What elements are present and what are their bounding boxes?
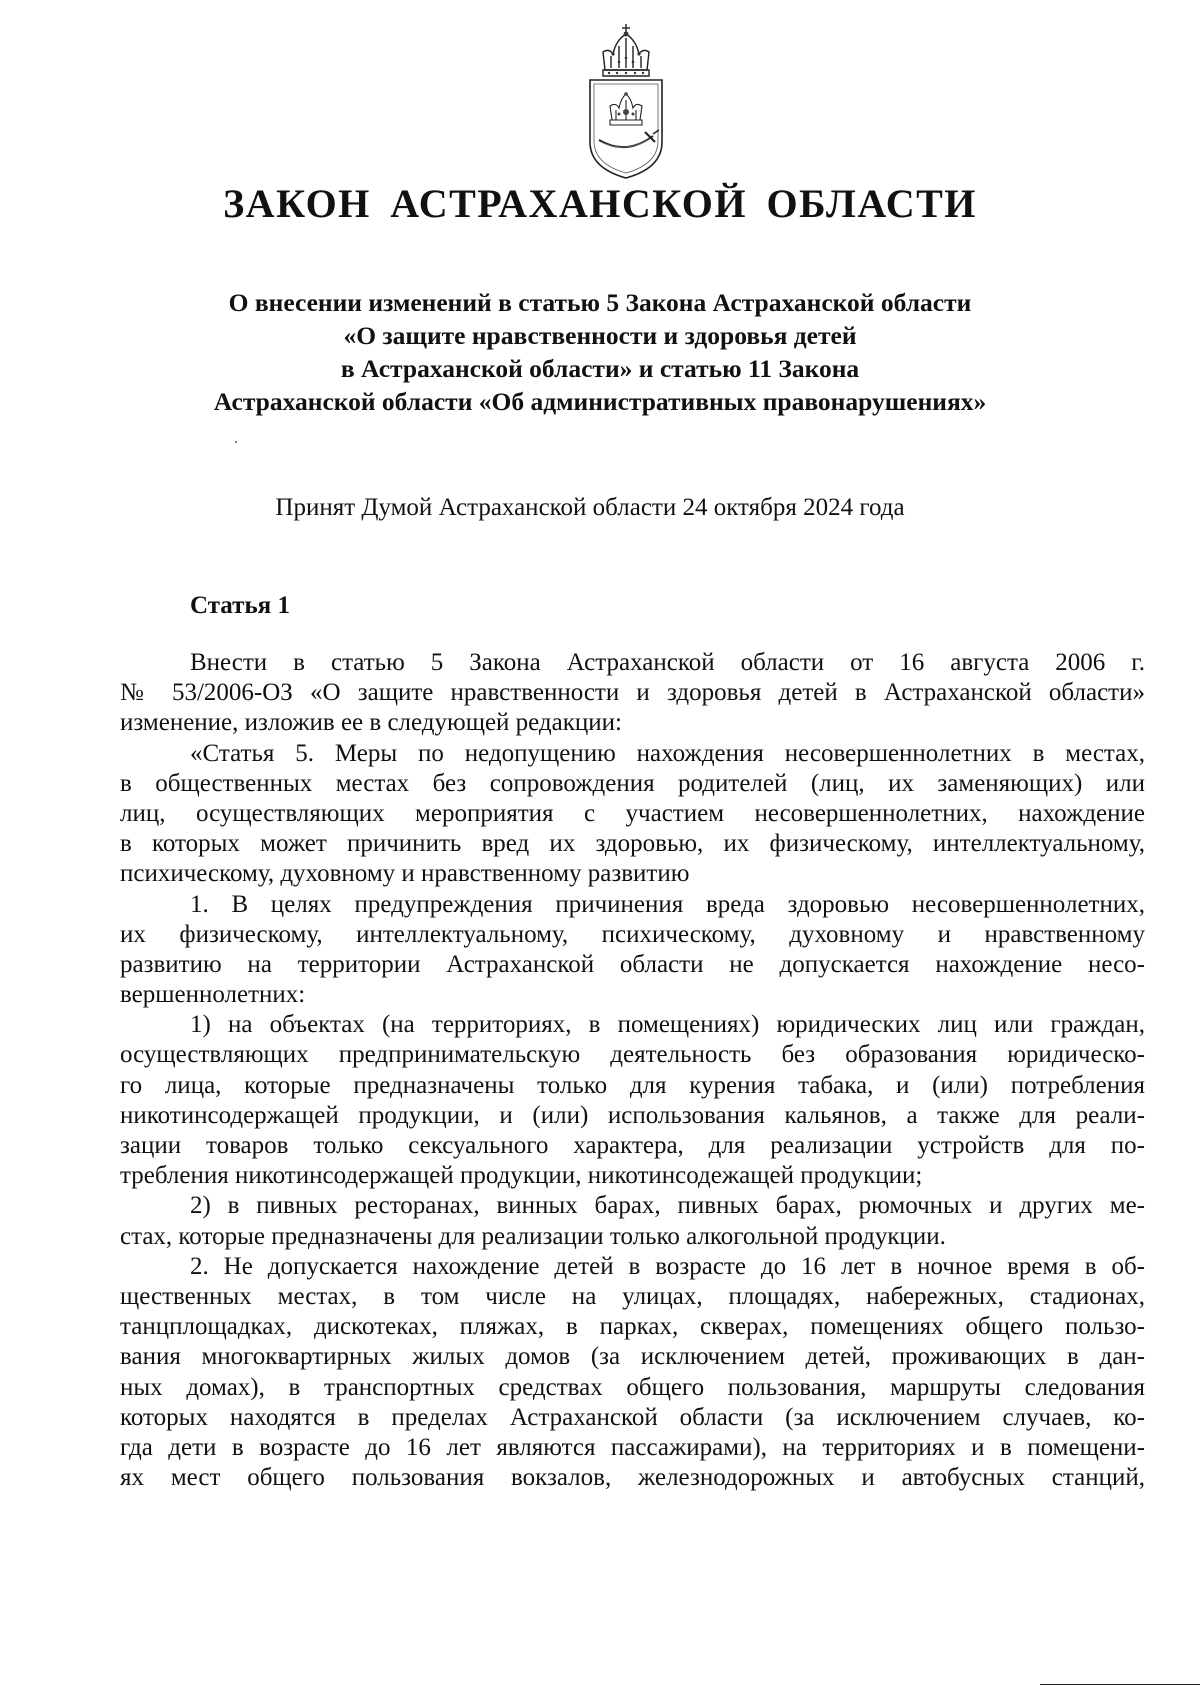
text-line: в которых может причинить вред их здоровью, их физическому, интеллектуальному, <box>120 830 1145 858</box>
text-line: ных домах), в транспортных средствах общего пользования, маршруты следования <box>120 1373 1145 1401</box>
text-line: которых находятся в пределах Астраханской области (за исключением случаев, ко- <box>120 1403 1145 1431</box>
text-line: вания многоквартирных жилых домов (за исключением детей, проживающих в дан- <box>120 1343 1145 1371</box>
text-line: № 53/2006-ОЗ «О защите нравственности и здоровья детей в Астраханской области» <box>120 679 1145 707</box>
scan-speck <box>235 441 237 443</box>
text-line: ях мест общего пользования вокзалов, железнодорожных и автобусных станций, <box>120 1464 1145 1492</box>
text-line: осуществляющих предпринимательскую деятельность без образования юридическо- <box>120 1041 1145 1069</box>
subject-line: «О защите нравственности и здоровья детей <box>343 321 857 350</box>
astrakhan-coat-of-arms-icon <box>583 22 669 180</box>
text-line: танцплощадках, дискотеках, пляжах, в парках, скверах, помещениях общего пользо- <box>120 1313 1145 1341</box>
text-line: гда дети в возрасте до 16 лет являются пассажирами), на территориях и в помещени- <box>120 1433 1145 1461</box>
text-line: их физическому, интеллектуальному, психическому, духовному и нравственному <box>120 920 1145 948</box>
text-line: никотинсодержащей продукции, и (или) использования кальянов, а также для реали- <box>120 1101 1145 1129</box>
text-line: 2. Не допускается нахождение детей в возрасте до 16 лет в ночное время в об- <box>190 1252 1145 1280</box>
text-line: го лица, которые предназначены только для курения табака, и (или) потребления <box>120 1071 1145 1099</box>
text-line: требления никотинсодержащей продукции, никотинсодежащей продукции; <box>120 1162 923 1190</box>
text-line: лиц, осуществляющих мероприятия с участием несовершеннолетних, нахождение <box>120 799 1145 827</box>
text-line: «Статья 5. Меры по недопущению нахождения несовершеннолетних в местах, <box>190 739 1145 767</box>
text-line: развитию на территории Астраханской области не допускается нахождение несо- <box>120 950 1145 978</box>
subject-line: Астраханской области «Об административных правонарушениях» <box>213 387 987 416</box>
article-body <box>120 648 1145 1493</box>
text-line: 1. В целях предупреждения причинения вреда здоровью несовершеннолетних, <box>190 890 1145 918</box>
text-line: в общественных местах без сопровождения родителей (лиц, их заменяющих) или <box>120 769 1145 797</box>
adoption-statement: Принят Думой Астраханской области 24 октября 2024 года <box>275 494 905 521</box>
article-heading: Статья 1 <box>190 592 290 619</box>
text-line: Внести в статью 5 Закона Астраханской области от 16 августа 2006 г. <box>190 649 1145 676</box>
text-line: стах, которые предназначены для реализации только алкогольной продукции. <box>120 1222 946 1250</box>
text-line: изменение, изложив ее в следующей редакции: <box>120 709 622 737</box>
document-title: ЗАКОН АСТРАХАНСКОЙ ОБЛАСТИ <box>223 181 977 226</box>
page-footer-rule <box>1040 1684 1200 1685</box>
text-line: 2) в пивных ресторанах, винных барах, пивных барах, рюмочных и других ме- <box>190 1192 1145 1220</box>
text-line: 1) на объектах (на территориях, в помещениях) юридических лиц или граждан, <box>190 1011 1145 1039</box>
subject-line: в Астраханской области» и статью 11 Закона <box>340 354 860 383</box>
text-line: щественных местах, в том числе на улицах, площадях, набережных, стадионах, <box>120 1282 1145 1310</box>
text-line: психическому, духовному и нравственному развитию <box>120 860 690 888</box>
law-subject <box>150 286 1050 418</box>
subject-line: О внесении изменений в статью 5 Закона Астраханской области <box>228 288 972 317</box>
text-line: зации товаров только сексуального характера, для реализации устройств для по- <box>120 1132 1145 1159</box>
text-line: вершеннолетних: <box>120 981 306 1009</box>
